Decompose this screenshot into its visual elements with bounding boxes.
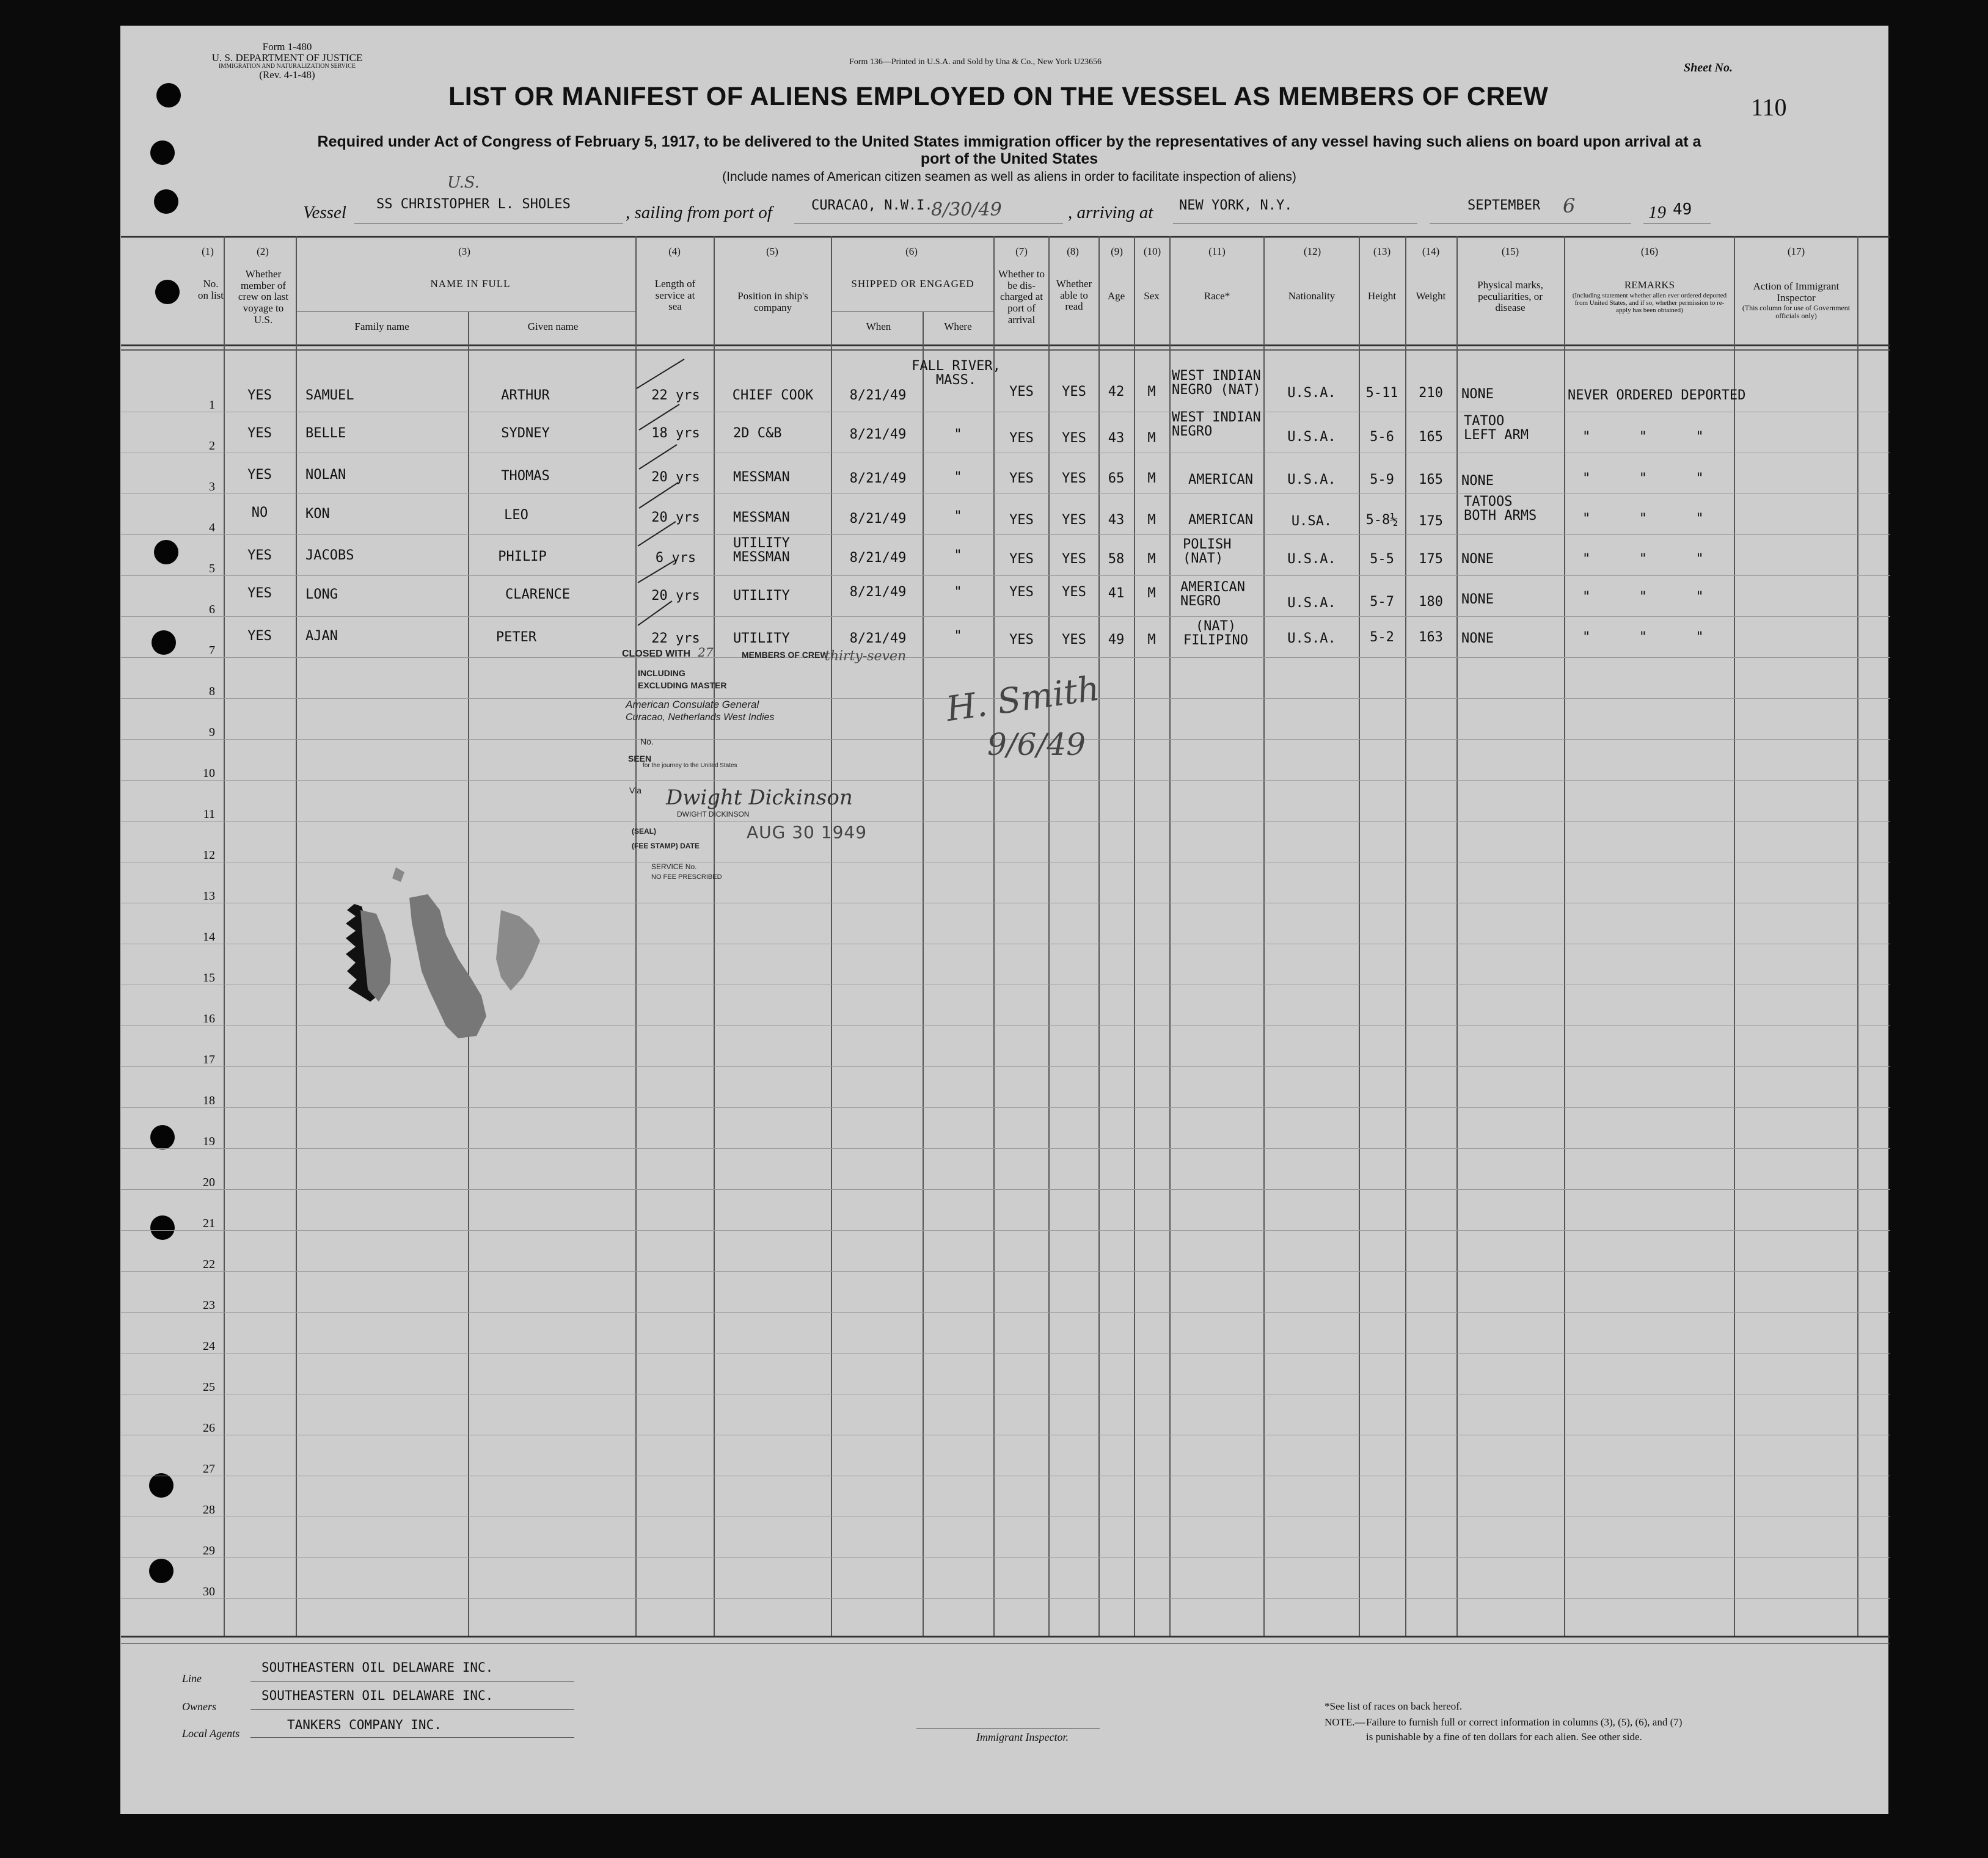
cell-when: 8/21/49 [849,585,907,600]
cell-remarks: " " " [1582,630,1704,645]
footer-line-label: Line [182,1672,202,1685]
cell-weight: 175 [1419,514,1443,529]
footer-owners-value: SOUTHEASTERN OIL DELAWARE INC. [261,1688,494,1703]
cell-family-name: JACOBS [305,548,354,563]
inspector-signature-date: 9/6/49 [987,727,1086,762]
header-when: When [866,321,891,332]
cell-nationality: U.S.A. [1287,631,1336,646]
colnum-16: (16) [1640,246,1659,257]
cell-weight: 165 [1419,429,1443,445]
cell-race: AMERICAN [1188,512,1253,528]
arriving-label: , arriving at [1068,203,1153,222]
header-inspector-note: (This column for use of Government officials only) [1742,304,1851,321]
cell-family-name: BELLE [305,426,346,441]
cell-given-name: CLARENCE [505,587,570,602]
cell-age: 43 [1108,431,1125,446]
cell-position: MESSMAN [733,470,790,485]
row-number: 20 [203,1176,215,1189]
cell-age: 43 [1108,512,1125,528]
row-rule [121,575,1890,576]
cell-read: YES [1062,471,1086,486]
row-rule [121,616,1890,617]
cell-read: YES [1062,632,1086,647]
row-rule [121,1271,1890,1272]
row-number: 24 [203,1339,215,1353]
colnum-12: (12) [1303,246,1321,257]
cell-prev-voyage: NO [251,505,268,520]
vessel-handwritten-note: U.S. [447,173,480,192]
header-nationality: Nationality [1288,290,1336,302]
row-number: 18 [203,1094,215,1107]
cell-service: 22 yrs [651,631,700,646]
cell-discharged: YES [1009,552,1034,567]
cell-race: AMERICAN [1188,472,1253,487]
row-number: 28 [203,1503,215,1517]
row-rule [121,780,1890,781]
service-name: IMMIGRATION AND NATURALIZATION SERVICE [219,62,356,70]
cell-given-name: LEO [504,508,528,523]
header-position: Position in ship's company [737,290,808,313]
row-number: 29 [203,1544,215,1557]
header-given-name: Given name [527,321,579,332]
header-name-in-full: NAME IN FULL [430,278,511,290]
cell-given-name: SYDNEY [501,426,550,441]
stamp-officer: DWIGHT DICKINSON [677,810,750,818]
cell-marks: TATOO LEFT ARM [1464,413,1529,443]
cell-sex: M [1147,632,1156,647]
cell-position: 2D C&B [733,426,782,441]
cell-weight: 210 [1419,385,1443,401]
row-number: 10 [203,767,215,780]
row-number: 15 [203,971,215,985]
header-weight: Weight [1416,290,1446,302]
cell-service: 20 yrs [651,470,700,485]
cell-nationality: U.S.A. [1287,429,1336,445]
colnum-6: (6) [905,246,918,257]
cell-age: 49 [1108,632,1125,647]
cell-read: YES [1062,512,1086,528]
cell-height: 5-5 [1370,552,1394,567]
stamp-seen: SEEN [628,754,652,763]
row-number: 23 [203,1299,215,1312]
header-physical-marks: Physical marks, peculiarities, or disease [1477,279,1543,314]
sailing-label: , sailing from port of [626,203,772,222]
cell-when: 8/21/49 [849,471,907,486]
cell-sex: M [1147,431,1156,446]
row-rule [121,821,1890,822]
footer-races-note: *See list of races on back hereof. [1325,1700,1463,1712]
cell-discharged: YES [1009,585,1034,600]
departure-port: CURACAO, N.W.I. [811,198,933,213]
header-remarks-note: (Including statement whether alien ever ordered deported from United States, and if so, whether permission to re-apply has been obtained) [1572,292,1727,315]
colnum-5: (5) [766,246,778,257]
stamp-journey: for the journey to the United States [643,762,737,769]
cell-read: YES [1062,585,1086,600]
header-discharged: Whether to be dis-charged at port of arrival [998,268,1045,326]
punch-hole [155,280,180,304]
cell-height: 5-7 [1370,594,1394,610]
cell-family-name: NOLAN [305,467,346,483]
row-number: 21 [203,1217,215,1230]
row-number: 12 [203,848,215,862]
cell-race: (NAT) FILIPINO [1183,619,1248,649]
row-number: 3 [209,480,215,494]
cell-race: POLISH (NAT) [1183,537,1232,567]
cell-service: 20 yrs [651,510,700,525]
colnum-7: (7) [1015,246,1028,257]
cell-remarks: " " " [1582,589,1704,605]
colnum-14: (14) [1422,246,1440,257]
footer-inspector-label: Immigrant Inspector. [976,1731,1069,1743]
service-tick-marks [635,354,690,672]
row-number: 17 [203,1053,215,1066]
cell-sex: M [1147,512,1156,528]
department-name: U. S. DEPARTMENT OF JUSTICE [211,51,363,64]
cell-where: " [954,427,962,442]
cell-height: 5-2 [1370,630,1394,645]
cell-where: " [954,585,962,600]
cell-position: UTILITY [733,631,790,646]
colnum-11: (11) [1208,246,1226,257]
cell-read: YES [1062,552,1086,567]
cell-service: 20 yrs [651,588,700,603]
cell-race: AMERICAN NEGRO [1180,580,1245,610]
colnum-9: (9) [1111,246,1123,257]
cell-nationality: U.S.A. [1287,385,1336,401]
row-number: 26 [203,1421,215,1435]
row-number: 11 [203,807,215,821]
cell-read: YES [1062,431,1086,446]
header-inspector-action: Action of Immigrant Inspector [1753,280,1840,304]
stamp-crew-count: 27 [698,645,714,660]
row-rule [121,1148,1890,1149]
cell-height: 5-9 [1370,472,1394,487]
row-number: 22 [203,1258,215,1271]
cell-remarks: NEVER ORDERED DEPORTED [1568,388,1746,403]
row-rule [121,657,1890,658]
cell-age: 65 [1108,471,1125,486]
cell-height: 5-11 [1365,385,1398,401]
cell-prev-voyage: YES [247,426,272,441]
stamp-signature: Dwight Dickinson [666,785,853,810]
cell-sex: M [1147,471,1156,486]
cell-nationality: U.S.A. [1287,552,1336,567]
row-rule [121,1598,1890,1599]
cell-family-name: KON [305,506,330,522]
cell-age: 58 [1108,552,1125,567]
cell-nationality: U.S.A. [1287,472,1336,487]
cell-given-name: ARTHUR [501,388,550,403]
cell-prev-voyage: YES [247,467,272,483]
cell-weight: 175 [1419,552,1443,567]
cell-weight: 180 [1419,594,1443,610]
colnum-8: (8) [1067,246,1079,257]
table-top-rule [121,236,1890,238]
cell-service: 22 yrs [651,388,700,403]
header-sex: Sex [1144,290,1160,302]
row-number: 1 [209,398,215,412]
row-number: 13 [203,889,215,903]
cell-prev-voyage: YES [247,388,272,403]
header-remarks: REMARKS [1624,279,1675,291]
row-number: 9 [209,726,215,739]
cell-when: 8/21/49 [849,388,907,403]
cell-when: 8/21/49 [849,427,907,442]
cell-family-name: AJAN [305,628,338,644]
punch-hole [152,630,176,655]
include-note: (Include names of American citizen seamen as well as aliens in order to facilitate inspection of aliens) [722,170,1296,184]
printer-credit: Form 136—Printed in U.S.A. and Sold by Una & Co., New York U23656 [849,57,1102,67]
stamp-closed-with: CLOSED WITH [622,649,690,659]
cell-weight: 165 [1419,472,1443,487]
row-number: 30 [203,1585,215,1598]
colnum-2: (2) [257,246,269,257]
cell-discharged: YES [1009,431,1034,446]
stamp-location: Curacao, Netherlands West Indies [626,712,775,723]
colnum-1: (1) [202,246,214,257]
cell-where: FALL RIVER, MASS. [912,359,1001,388]
row-rule [121,1230,1890,1231]
header-where: Where [944,321,972,332]
row-rule [121,1107,1890,1108]
footer-note-line2: is punishable by a fine of ten dollars for each alien. See other side. [1366,1731,1642,1743]
colnum-4: (4) [668,246,681,257]
cell-remarks: " " " [1582,552,1704,567]
footer-agents-value: TANKERS COMPANY INC. [287,1718,442,1732]
cell-sex: M [1147,384,1156,399]
stamp-date: AUG 30 1949 [747,822,868,842]
cell-marks: NONE [1461,552,1494,567]
stamp-fee: (FEE STAMP) DATE [632,842,700,850]
cell-marks: NONE [1461,592,1494,607]
cell-when: 8/21/49 [849,550,907,566]
row-rule [121,1312,1890,1313]
footer-note-label: NOTE.— [1325,1716,1365,1728]
cell-position: CHIEF COOK [732,388,814,403]
cell-discharged: YES [1009,512,1034,528]
year-prefix: 19 [1648,203,1666,222]
cell-where: " [954,548,962,563]
footer-agents-label: Local Agents [182,1727,240,1740]
stamp-seal: (SEAL) [632,827,656,836]
cell-sex: M [1147,552,1156,567]
cell-where: " [954,509,962,524]
sheet-number: 110 [1751,93,1787,121]
cell-position: UTILITY MESSMAN [733,536,790,566]
sheet-number-label: Sheet No. [1684,61,1733,75]
stamp-excluding: EXCLUDING MASTER [638,680,727,690]
row-rule [121,1189,1890,1190]
header-height: Height [1367,290,1397,302]
row-number: 7 [209,644,215,657]
cell-prev-voyage: YES [247,548,272,563]
cell-prev-voyage: YES [247,586,272,601]
cell-remarks: " " " [1582,471,1704,486]
footer-line-value: SOUTHEASTERN OIL DELAWARE INC. [261,1660,494,1675]
stamp-no-label: No. [640,737,654,746]
cell-race: WEST INDIAN NEGRO [1172,410,1261,440]
row-rule [121,1557,1890,1558]
form-id-block [196,42,379,81]
year-suffix: 49 [1673,200,1692,219]
cell-where: " [954,628,962,644]
header-shipped-engaged: SHIPPED OR ENGAGED [851,278,974,290]
stamp-consulate: American Consulate General [626,699,759,710]
row-number: 27 [203,1462,215,1476]
footer-owners-label: Owners [182,1700,217,1713]
cell-remarks: " " " [1582,511,1704,526]
row-number: 16 [203,1012,215,1026]
arrival-month: SEPTEMBER [1467,198,1541,213]
cell-when: 8/21/49 [849,631,907,646]
cell-nationality: U.S.A. [1287,596,1336,611]
colnum-17: (17) [1787,246,1805,257]
inspector-signature: H. Smith [943,668,1102,730]
colnum-15: (15) [1501,246,1519,257]
arrival-day: 6 [1563,194,1576,217]
row-number: 25 [203,1380,215,1394]
row-rule [121,534,1890,535]
cell-given-name: THOMAS [501,468,550,484]
colnum-3: (3) [458,246,470,257]
cell-age: 42 [1108,384,1125,399]
cell-height: 5-8½ [1365,512,1398,528]
stamp-via: Via [629,785,641,795]
header-no-on-list: No. on list [197,278,224,301]
cell-read: YES [1062,384,1086,399]
colnum-13: (13) [1373,246,1391,257]
required-act-line1: Required under Act of Congress of February 5, 1917, to be delivered to the United States immigration officer by the representatives of any vessel having such aliens on board upon arrival at a [317,133,1701,150]
stamp-members-of-crew: MEMBERS OF CREW [742,650,828,660]
punch-hole [150,140,175,165]
cell-position: UTILITY [733,588,790,603]
cell-service: 18 yrs [651,426,700,441]
vessel-label: Vessel [303,203,346,222]
header-able-to-read: Whether able to read [1056,278,1092,313]
header-family-name: Family name [354,321,409,332]
stamp-no-fee: NO FEE PRESCRIBED [651,873,722,881]
cell-remarks: " " " [1582,429,1704,445]
sailing-date: 8/30/49 [931,199,1002,220]
cell-height: 5-6 [1370,429,1394,445]
page-title: LIST OR MANIFEST OF ALIENS EMPLOYED ON THE VESSEL AS MEMBERS OF CREW [448,82,1549,111]
cell-family-name: LONG [305,587,338,602]
row-number: 5 [209,562,215,575]
cell-discharged: YES [1009,632,1034,647]
header-age: Age [1107,290,1125,302]
stamp-crew-count-words: thirty-seven [825,649,907,664]
cell-given-name: PETER [495,630,537,645]
cell-age: 41 [1108,586,1125,601]
header-prev-voyage: Whether member of crew on last voyage to U.S. [238,268,289,326]
row-number: 6 [209,603,215,616]
colnum-10: (10) [1143,246,1161,257]
punch-hole [149,1559,174,1583]
cell-marks: NONE [1461,631,1494,646]
cell-marks: NONE [1461,387,1494,402]
form-id: Form 1-480 [262,41,312,53]
arrival-port: NEW YORK, N.Y. [1179,198,1293,213]
form-revision: (Rev. 4-1-48) [259,69,315,81]
header-race: Race* [1204,290,1230,302]
cell-position: MESSMAN [733,510,790,525]
stamp-service-no: SERVICE No. [651,862,697,871]
cell-weight: 163 [1419,630,1443,645]
cell-where: " [954,470,962,485]
punch-hole [150,1215,175,1240]
punch-hole [156,83,181,107]
row-number: 4 [209,521,215,534]
ink-blots [318,855,562,1075]
cell-discharged: YES [1009,471,1034,486]
punch-hole [154,189,178,214]
row-number: 14 [203,930,215,944]
cell-sex: M [1147,586,1156,601]
required-act-line2: port of the United States [920,150,1098,167]
header-length-of-service: Length of service at sea [654,278,696,313]
cell-family-name: SAMUEL [305,388,354,403]
cell-service: 6 yrs [655,550,696,566]
cell-marks: TATOOS BOTH ARMS [1464,494,1537,524]
cell-prev-voyage: YES [247,628,272,644]
cell-discharged: YES [1009,384,1034,399]
cell-nationality: U.SA. [1291,514,1332,529]
cell-when: 8/21/49 [849,511,907,526]
cell-race: WEST INDIAN NEGRO (NAT) [1172,368,1261,398]
footer-note-line1: Failure to furnish full or correct information in columns (3), (5), (6), and (7) [1366,1716,1683,1728]
cell-marks: NONE [1461,473,1494,489]
row-number: 2 [209,439,215,453]
punch-hole [150,1125,175,1149]
punch-hole [154,540,178,564]
row-number: 19 [203,1135,215,1148]
row-number: 8 [209,685,215,698]
punch-hole [149,1473,174,1498]
cell-given-name: PHILIP [498,549,547,564]
vessel-name: SS CHRISTOPHER L. SHOLES [376,197,571,212]
stamp-including: INCLUDING [638,668,685,678]
